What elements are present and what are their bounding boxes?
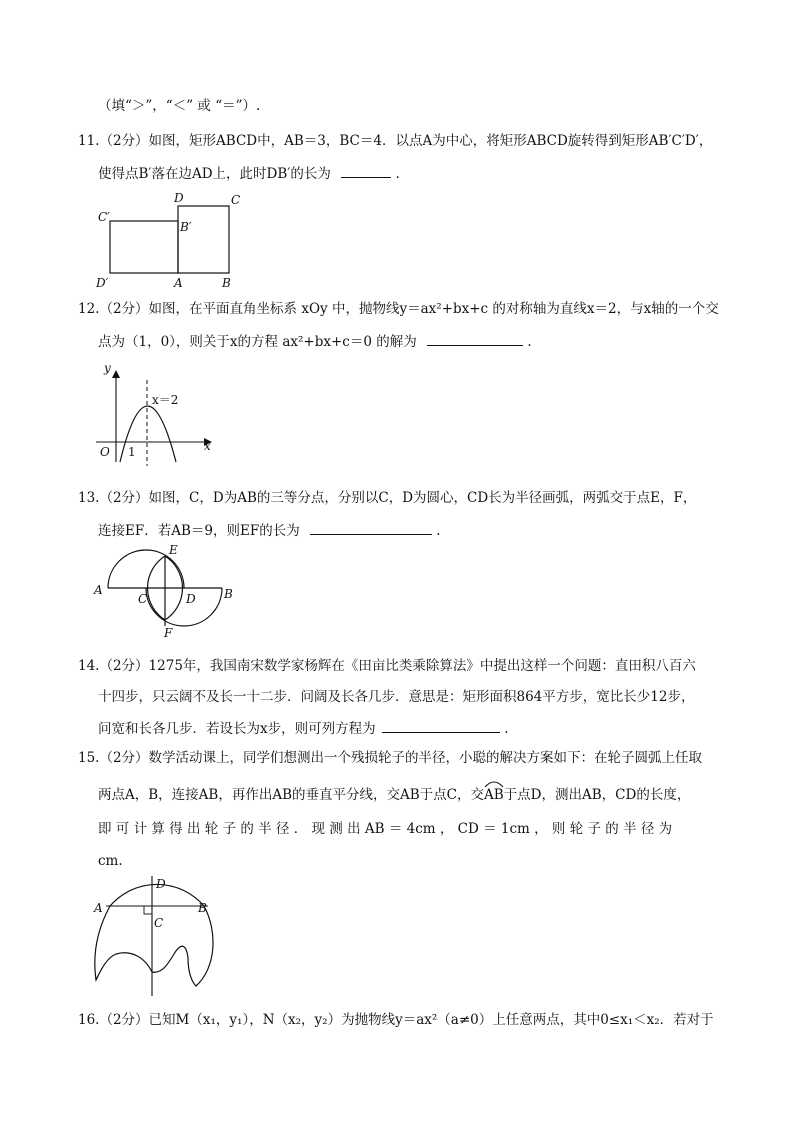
q11-text-2: 使得点B′落在边AD上，此时DB′的长为 [98, 166, 331, 182]
rect-abcd [178, 206, 229, 273]
q13-end: . [436, 523, 441, 539]
arc-AB-notation [484, 786, 504, 804]
label-B: B [224, 587, 233, 601]
q14-line3 [98, 718, 509, 738]
q13-text-1: 13.（2分）如图，C，D为AB的三等分点，分别以C，D为圆心，CD长为半径画弧，两弧交于点E，F， [78, 490, 697, 506]
q14-line2 [98, 688, 694, 706]
q16-line1 [78, 1011, 714, 1029]
q15-text-2a: 两点A，B，连接AB，再作出AB的垂直平分线，交AB于点C，交 [98, 787, 485, 803]
label-B: B [222, 276, 231, 290]
label-C-prime: C′ [98, 210, 110, 224]
label-C: C [154, 916, 164, 930]
q13-line1 [78, 489, 696, 507]
q13-arcs-figure [92, 542, 252, 642]
q12-end: . [527, 334, 532, 350]
q10-tail [98, 97, 260, 115]
q12-line1 [78, 300, 719, 318]
q13-answer-blank[interactable] [310, 520, 432, 535]
q15-line2 [98, 786, 690, 804]
rect-ab-c-d-prime [110, 221, 178, 273]
q14-answer-blank[interactable] [382, 718, 500, 733]
label-D: D [156, 877, 166, 891]
q12-parabola-figure [92, 358, 222, 468]
q11-line1 [78, 132, 712, 150]
label-x: x [204, 439, 211, 453]
q12-line2 [98, 331, 532, 351]
label-F: F [164, 626, 173, 640]
q15-text-2b: 于点D，测出AB，CD的长度， [503, 787, 691, 803]
y-axis-arrow [112, 370, 120, 378]
q10-tail-text: （填“＞”，“＜” 或 “＝”）. [98, 98, 261, 114]
q14-text-1: 14.（2分）1275年，我国南宋数学家杨辉在《田亩比类乘除算法》中提出这样一个问题：直田积八百六 [78, 658, 696, 674]
lower-semicircle-D [146, 588, 222, 626]
label-O: O [100, 445, 110, 459]
label-B: B [198, 901, 207, 915]
label-B-prime: B′ [180, 220, 192, 234]
label-D: D [186, 592, 196, 606]
q11-end: . [395, 166, 400, 182]
q15-text-1: 15.（2分）数学活动课上，同学们想测出一个残损轮子的半径，小聪的解决方案如下：在轮子圆弧上任取 [78, 750, 703, 766]
label-y: y [104, 361, 111, 375]
q15-line4 [98, 852, 123, 870]
arc-AB-text: AB [484, 787, 504, 803]
label-A: A [94, 583, 103, 597]
q14-end: . [504, 721, 509, 737]
label-A: A [174, 276, 183, 290]
q14-line1 [78, 657, 696, 675]
q11-line2 [98, 163, 400, 183]
q14-text-2: 十四步，只云阔不及长一十二步．问阔及长各几步．意思是：矩形面积864平方步，宽比长少12步， [98, 689, 695, 705]
q12-answer-blank[interactable] [427, 331, 523, 346]
q11-answer-blank[interactable] [341, 163, 391, 178]
label-axis-equation: x＝2 [152, 393, 179, 407]
q12-text-1: 12.（2分）如图，在平面直角坐标系 xOy 中，抛物线y＝ax²+bx+c 的对称轴为直线x＝2，与x轴的一个交 [78, 301, 719, 317]
q15-text-4: cm. [98, 853, 123, 869]
q11-text-1: 11.（2分）如图，矩形ABCD中，AB＝3，BC＝4．以点A为中心，将矩形ABCD旋转得到矩形AB′C′D′， [78, 133, 713, 149]
label-C: C [138, 592, 148, 606]
q14-text-3: 问宽和长各几步．若设长为x步，则可列方程为 [98, 721, 376, 737]
q16-text-1: 16.（2分）已知M（x₁，y₁），N（x₂，y₂）为抛物线y＝ax²（a≠0）上任意两点，其中0≤x₁＜x₂．若对于 [78, 1012, 714, 1028]
right-angle-mark [144, 906, 152, 914]
q13-text-2: 连接EF．若AB＝9，则EF的长为 [98, 523, 300, 539]
q12-text-2: 点为（1，0），则关于x的方程 ax²+bx+c＝0 的解为 [98, 334, 417, 350]
label-E: E [169, 543, 178, 557]
q15-line3 [98, 820, 672, 838]
q13-line2 [98, 520, 441, 540]
label-C: C [231, 193, 241, 207]
label-one: 1 [128, 445, 136, 459]
label-D: D [174, 191, 184, 205]
label-D-prime: D′ [96, 276, 109, 290]
q15-broken-wheel-figure [92, 872, 232, 998]
label-A: A [94, 901, 103, 915]
q11-rectangle-figure [92, 190, 252, 290]
q15-line1 [78, 749, 702, 767]
q15-text-3: 即 可 计 算 得 出 轮 子 的 半 径 ． 现 测 出 AB ＝ 4cm ， CD ＝ 1cm ， 则 轮 子 的 半 径 为 [98, 821, 673, 837]
arc-mark-icon [484, 779, 504, 788]
